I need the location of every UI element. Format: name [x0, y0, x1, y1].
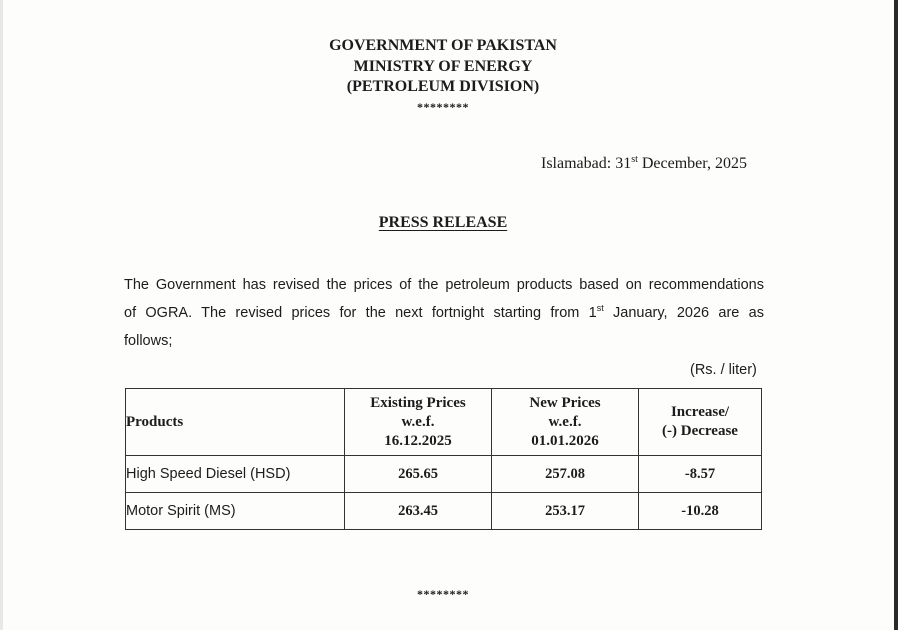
paragraph-line-2 [124, 299, 764, 327]
header-new-line-2: w.e.f. [548, 413, 582, 430]
header-existing-line-1: Existing Prices [370, 394, 466, 411]
dateline-ordinal: st [631, 154, 638, 165]
header-existing-line-2: w.e.f. [401, 413, 435, 430]
dateline-prefix: Islamabad: 31 [541, 155, 632, 172]
new-price: 253.17 [492, 493, 639, 530]
table-row [126, 493, 762, 530]
header-new-line-3: 01.01.2026 [531, 432, 599, 449]
header-separator-stars: ******** [417, 100, 469, 114]
header-existing-line-3: 16.12.2025 [384, 432, 452, 449]
header-new-prices [492, 389, 639, 456]
letterhead-division: (PETROLEUM DIVISION) [346, 78, 540, 95]
paragraph-line-2-a: of OGRA. The revised prices for the next fortnight starting from 1 [124, 305, 597, 321]
product-name: High Speed Diesel (HSD) [126, 456, 345, 493]
table-row [126, 456, 762, 493]
header-change-line-1: Increase/ [670, 404, 730, 420]
dateline [541, 155, 747, 173]
existing-price: 265.65 [345, 456, 492, 493]
paragraph-line-3: follows; [124, 333, 173, 349]
table-header-row [126, 389, 762, 456]
paragraph-line-1: The Government has revised the prices of the petroleum products based on recommendations [124, 277, 764, 293]
header-existing-prices [345, 389, 492, 456]
header-products: Products [126, 389, 345, 456]
letterhead [0, 36, 886, 98]
new-price: 257.08 [492, 456, 639, 493]
existing-price: 263.45 [345, 493, 492, 530]
header-change-line-2: (-) Decrease [662, 423, 738, 439]
unit-note: (Rs. / liter) [690, 362, 757, 378]
letterhead-ministry: MINISTRY OF ENERGY [353, 57, 533, 75]
press-release-title: PRESS RELEASE [378, 214, 508, 231]
footer-separator-stars: ******** [417, 587, 469, 601]
header-change [639, 389, 762, 456]
letterhead-government: GOVERNMENT OF PAKISTAN [329, 37, 557, 54]
header-new-line-1: New Prices [529, 394, 601, 411]
page-edge-right [894, 0, 898, 630]
price-change: -10.28 [639, 493, 762, 530]
body-paragraph [124, 271, 764, 355]
dateline-suffix: December, 2025 [637, 155, 747, 172]
price-table [125, 388, 762, 530]
paragraph-ordinal: st [596, 303, 604, 313]
price-change: -8.57 [639, 456, 762, 493]
paragraph-line-2-b: January, 2026 are as [603, 305, 764, 321]
product-name: Motor Spirit (MS) [126, 493, 345, 530]
